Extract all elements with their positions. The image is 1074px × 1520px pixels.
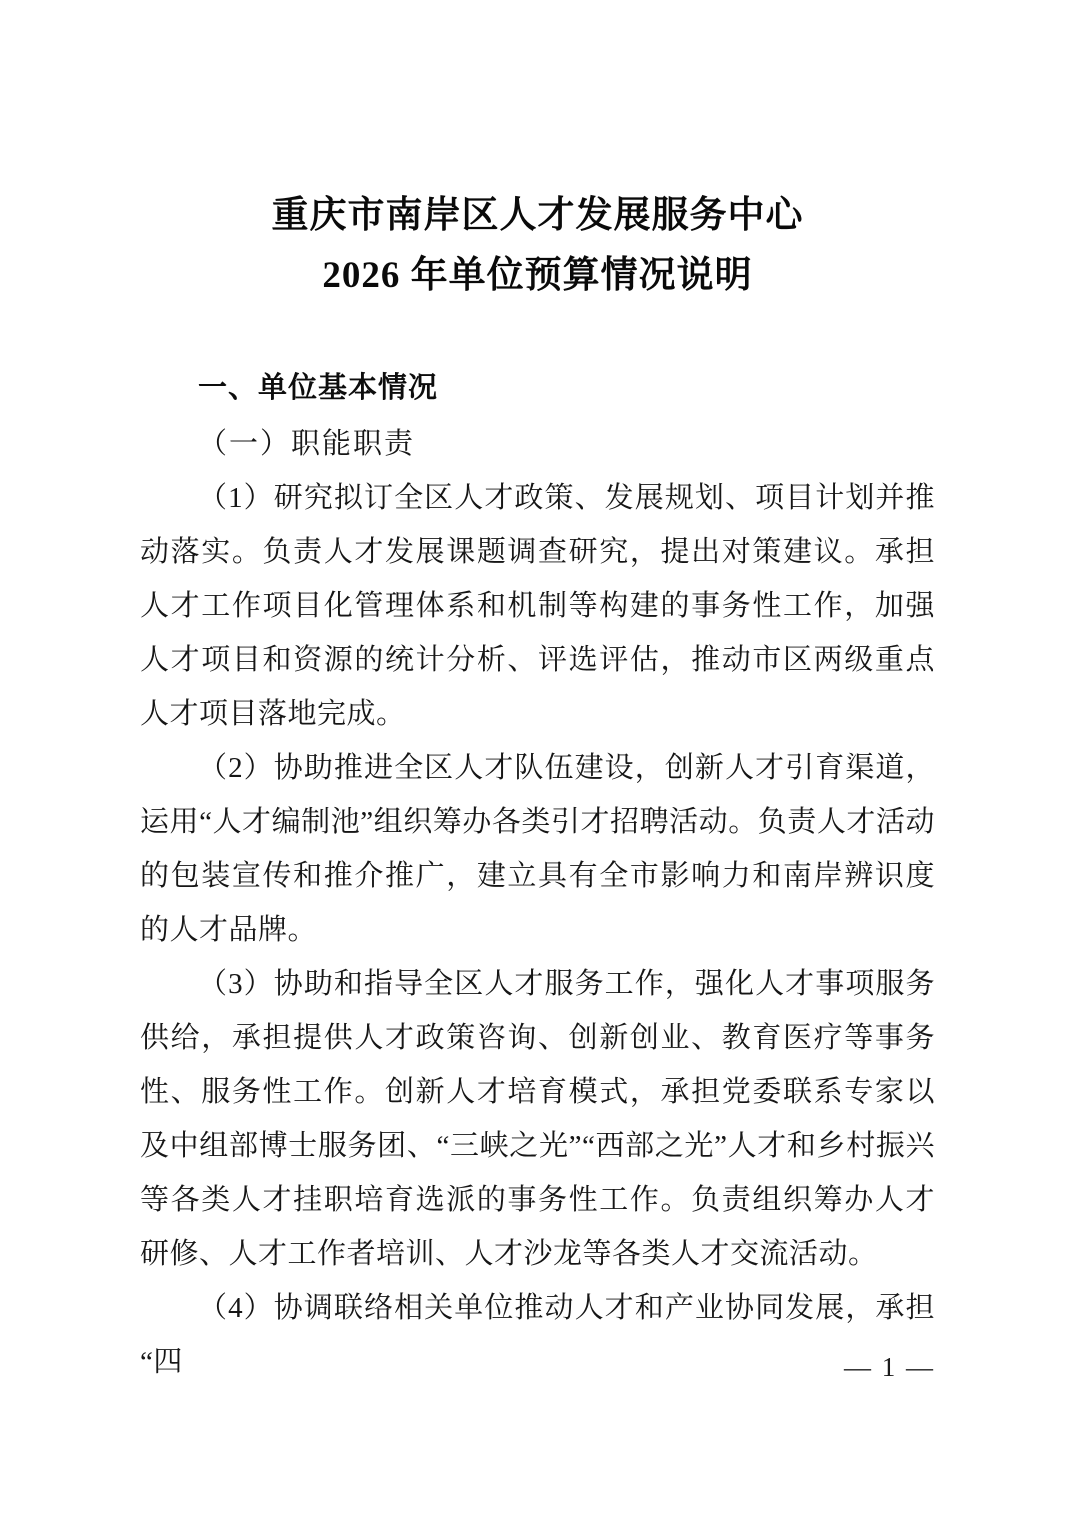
paragraph-duty-2: （2）协助推进全区人才队伍建设，创新人才引育渠道，运用“人才编制池”组织筹办各类引才招聘活动。负责人才活动的包装宣传和推介推广，建立具有全市影响力和南岸辨识度的人才品牌。: [140, 752, 935, 946]
document-title-line1: 重庆市南岸区人才发展服务中心: [271, 195, 804, 236]
section-heading-basic-info: 一、单位基本情况: [198, 372, 439, 404]
document-title: [140, 186, 935, 306]
paragraph-duty-1: （1）研究拟订全区人才政策、发展规划、项目计划并推动落实。负责人才发展课题调查研究，提出对策建议。承担人才工作项目化管理体系和机制等构建的事务性工作，加强人才项目和资源的统计分析、评选评估，推动市区两级重点人才项目落地完成。: [140, 482, 935, 730]
page-number: — 1 —: [844, 1352, 935, 1382]
paragraph-duty-3: （3）协助和指导全区人才服务工作，强化人才事项服务供给，承担提供人才政策咨询、创新创业、教育医疗等事务性、服务性工作。创新人才培育模式，承担党委联系专家以及中组部博士服务团、“三峡之光”“西部之光”人才和乡村振兴等各类人才挂职培育选派的事务性工作。负责组织筹办人才研修、人才工作者培训、人才沙龙等各类人才交流活动。: [140, 968, 935, 1270]
document-title-line2: 2026 年单位预算情况说明: [322, 255, 753, 296]
paragraph-duty-4-truncated: （4）协调联络相关单位推动人才和产业协同发展，承担“四: [140, 1292, 935, 1378]
document-content: [140, 0, 935, 1389]
sub-heading-duties: （一）职能职责: [198, 428, 416, 460]
body-text: [140, 471, 935, 1389]
